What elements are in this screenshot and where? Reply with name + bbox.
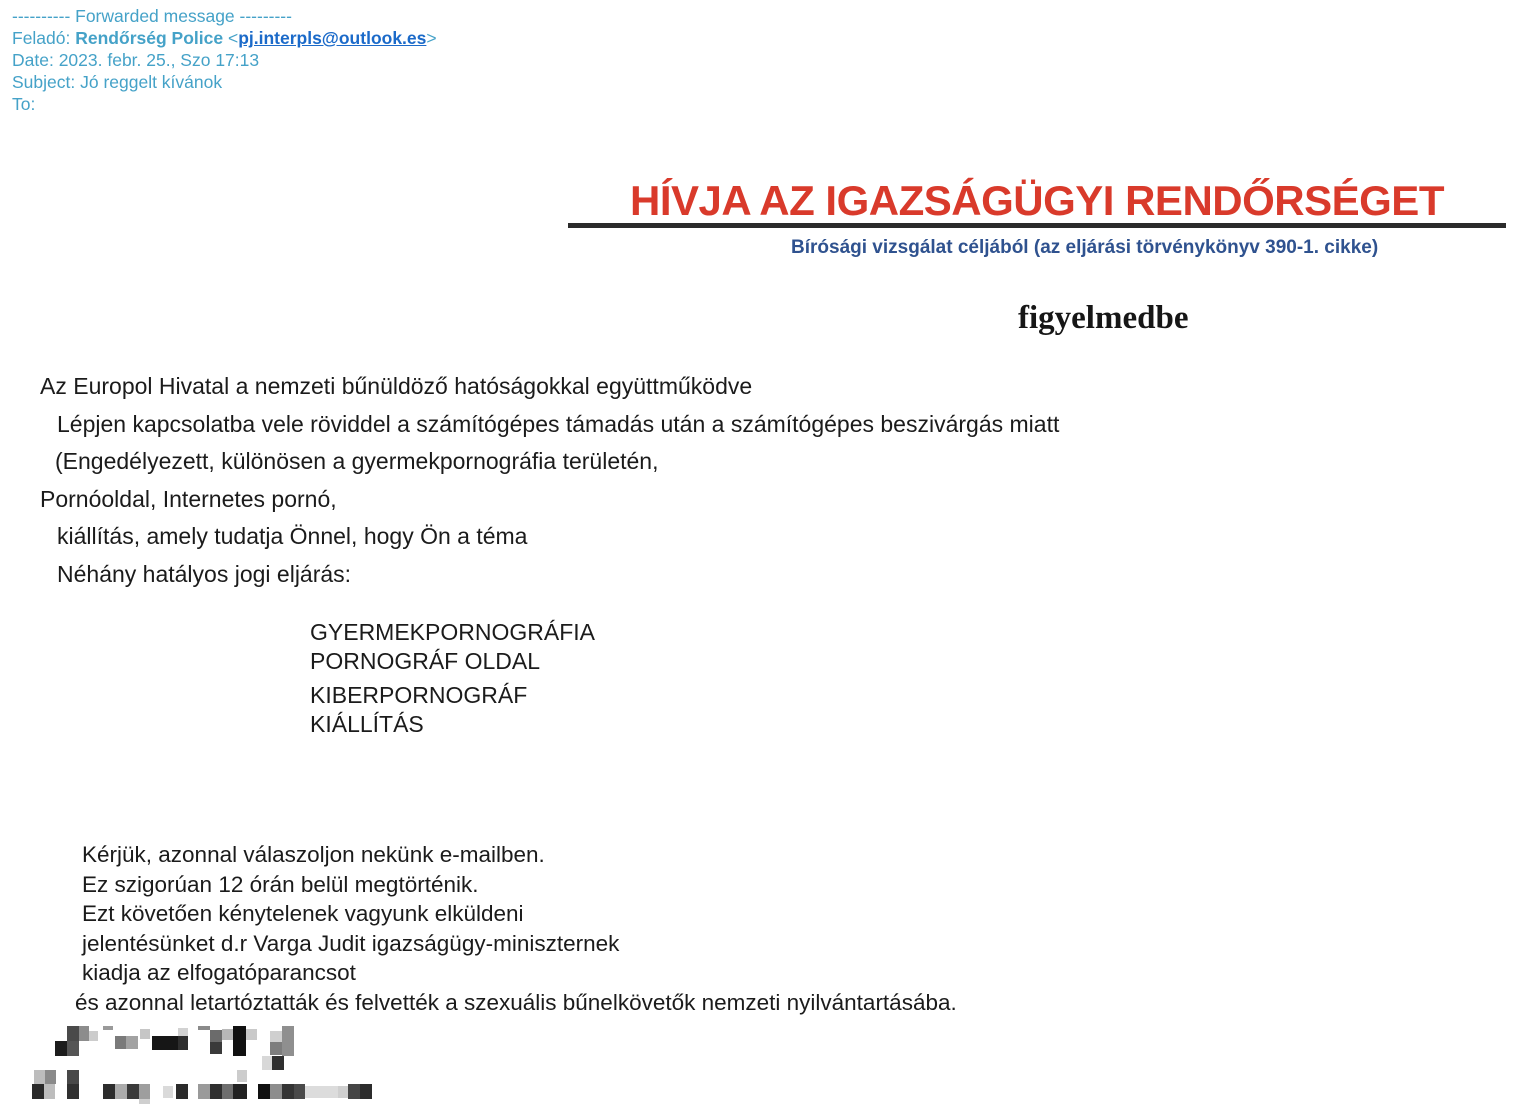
headline-subtitle: Bírósági vizsgálat céljából (az eljárási törvénykönyv 390-1. cikke) (791, 237, 1379, 258)
body-line: Ezt követően kénytelenek vagyunk elküldeni (82, 901, 524, 926)
redaction-cell (262, 1056, 272, 1070)
redaction-cell (198, 1026, 210, 1030)
redaction-cell (67, 1084, 79, 1099)
redaction-cell (89, 1031, 98, 1041)
date-line: Date: 2023. febr. 25., Szo 17:13 (12, 50, 260, 70)
body-line: Pornóoldal, Internetes pornó, (40, 485, 337, 512)
redaction-cell (103, 1026, 113, 1030)
body-line: Kérjük, azonnal válaszoljon nekünk e-mailben. (82, 842, 545, 867)
from-label: Feladó: (12, 28, 71, 48)
redaction-cell (67, 1070, 79, 1084)
redaction-cell (270, 1031, 282, 1042)
redaction-cell (103, 1084, 115, 1099)
redaction-cell (115, 1036, 126, 1049)
body-line: kiállítás, amely tudatja Önnel, hogy Ön a téma (57, 523, 528, 549)
redaction-cell (210, 1042, 222, 1054)
redaction-cell (338, 1086, 348, 1098)
body-line: Az Europol Hivatal a nemzeti bűnüldöző hatóságokkal együttműködve (40, 373, 753, 399)
redaction-cell (246, 1029, 257, 1040)
redaction-cell (272, 1056, 284, 1070)
charge-item: PORNOGRÁF OLDAL (310, 648, 541, 674)
charge-item: KIBERPORNOGRÁF (310, 682, 528, 708)
redaction-cell (270, 1042, 282, 1055)
redaction-cell (67, 1026, 79, 1041)
charges-list-group-1 (310, 618, 595, 676)
redaction-cell (139, 1084, 150, 1099)
sender-email-link[interactable]: pj.interpls@outlook.es (238, 28, 427, 48)
headline: HÍVJA AZ IGAZSÁGÜGYI RENDŐRSÉGET (568, 178, 1506, 228)
charges-list-group-2 (310, 681, 527, 739)
redaction-cell (360, 1084, 372, 1099)
redaction-cell (270, 1084, 282, 1099)
body-line: jelentésünket d.r Varga Judit igazságügy-miniszternek (82, 930, 620, 956)
redaction-cell (32, 1084, 44, 1099)
body-line: Lépjen kapcsolatba vele röviddel a számítógépes támadás után a számítógépes beszivárgás miatt (57, 410, 1060, 437)
redaction-cell (210, 1084, 222, 1099)
redaction-cell (237, 1070, 247, 1082)
redaction-cell (126, 1036, 138, 1049)
forwarded-header (12, 5, 437, 115)
redaction-cell (178, 1028, 188, 1036)
redaction-cell (258, 1084, 270, 1099)
redaction-cell (44, 1084, 55, 1099)
subject-line: Subject: Jó reggelt kívánok (12, 72, 223, 92)
redaction-cell (127, 1084, 139, 1099)
redaction-cell (294, 1084, 305, 1099)
sender-name: Rendőrség Police (75, 28, 224, 48)
redaction-cell (79, 1026, 89, 1041)
angle-bracket-close: > (426, 28, 437, 48)
angle-bracket-open: < (227, 28, 239, 48)
redaction-cell (210, 1030, 222, 1042)
redaction-cell (140, 1029, 150, 1039)
redaction-cell (176, 1084, 188, 1099)
redaction-cell (163, 1086, 173, 1098)
redaction-cell (139, 1099, 150, 1104)
body-line: Ez szigorúan 12 órán belül megtörténik. (82, 871, 479, 897)
redaction-cell (282, 1084, 294, 1099)
charge-item: GYERMEKPORNOGRÁFIA (310, 619, 595, 645)
redaction-cell (198, 1084, 210, 1099)
redaction-cell (45, 1070, 56, 1084)
redaction-cell (348, 1084, 360, 1099)
redaction-cell (55, 1041, 67, 1056)
body-line: és azonnal letartóztatták és felvették a szexuális bűnelkövetők nemzeti nyilvántartásába. (75, 989, 957, 1015)
intro-paragraph (40, 368, 1059, 593)
charge-item: KIÁLLÍTÁS (310, 711, 424, 737)
forwarded-divider: ---------- Forwarded message --------- (12, 6, 292, 26)
body-line: Néhány hatályos jogi eljárás: (57, 560, 352, 587)
from-line (12, 27, 437, 49)
redaction-cell (222, 1029, 233, 1040)
redaction-cell (282, 1026, 294, 1056)
body-line: kiadja az elfogatóparancsot (82, 960, 356, 985)
body-line: (Engedélyezett, különösen a gyermekpornográfia területén, (55, 448, 659, 474)
closing-paragraph (75, 840, 957, 1017)
redaction-cell (233, 1026, 246, 1056)
redaction-cell (115, 1084, 127, 1099)
redaction-cell (152, 1036, 178, 1050)
to-line: To: (12, 94, 36, 114)
redaction-cell (178, 1036, 188, 1050)
redaction-cell (305, 1086, 338, 1098)
redaction-cell (222, 1084, 233, 1099)
redaction-cell (233, 1084, 247, 1099)
redaction-cell (67, 1041, 79, 1056)
redaction-cell (34, 1070, 45, 1084)
salutation: figyelmedbe (1018, 300, 1189, 336)
